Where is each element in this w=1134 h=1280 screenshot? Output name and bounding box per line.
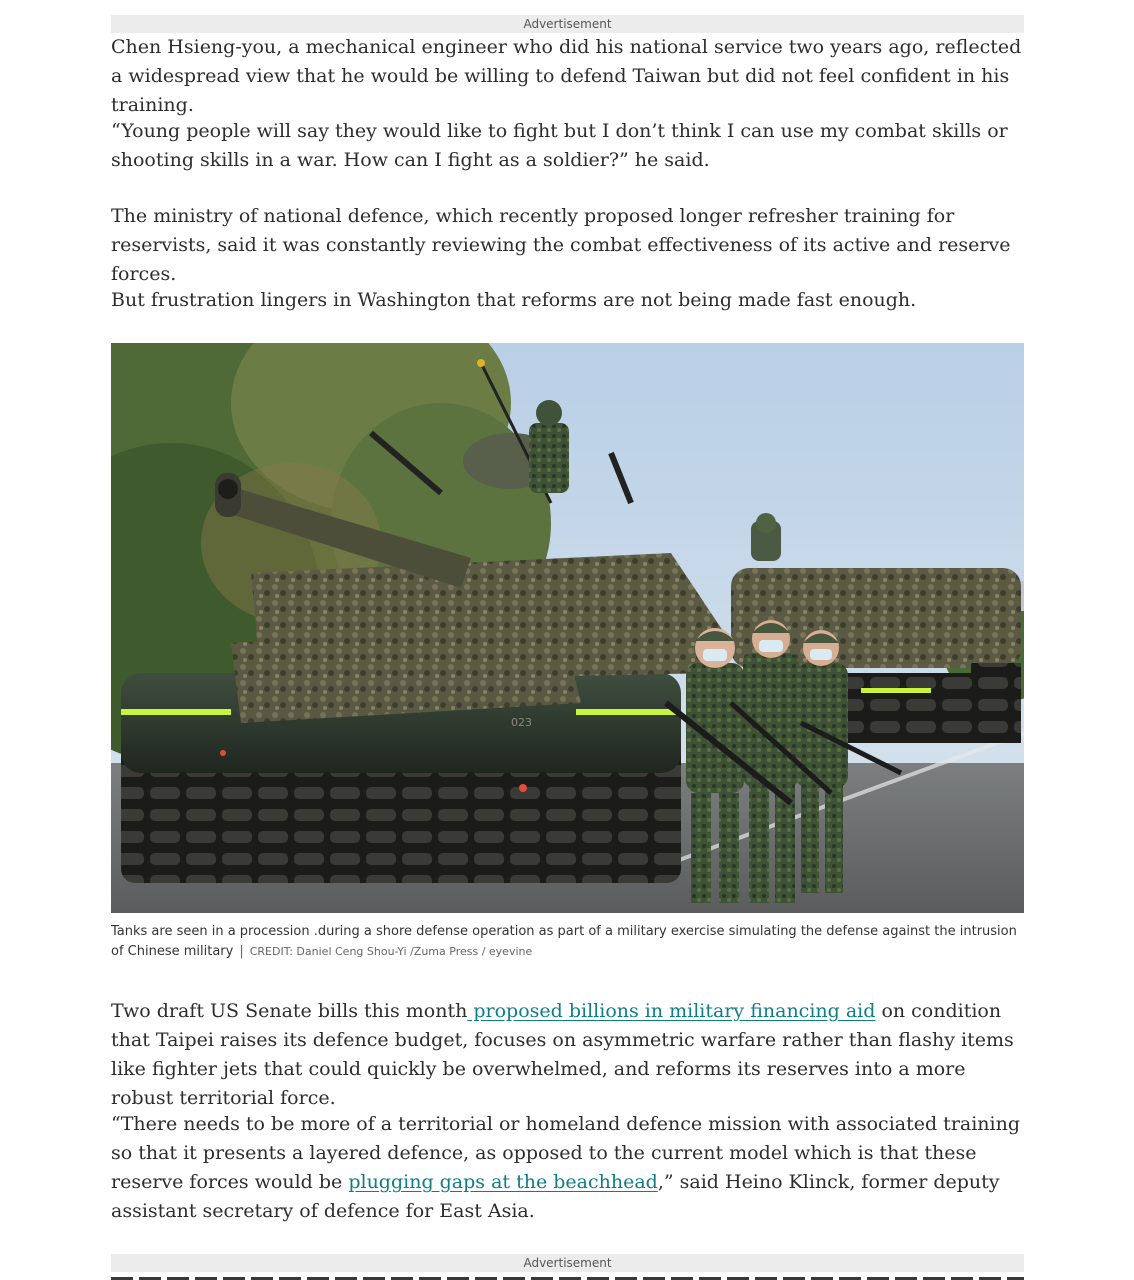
photo-credit: CREDIT: Daniel Ceng Shou-Yi /Zuma Press / eyevine	[249, 945, 533, 958]
paragraph-text: “There needs to be more of a territorial or homeland defence mission with associated training so that it presents a layered defence, as opposed to the current model which is that these reserve forces would be	[111, 1113, 1021, 1193]
caption-separator: |	[239, 944, 244, 959]
article-paragraph: “Young people will say they would like to fight but I don’t think I can use my combat skills or shooting skills in a war. How can I fight as a soldier?” he said.	[111, 120, 1008, 171]
article-paragraph	[111, 1110, 1024, 1226]
advertisement-label-top: Advertisement	[111, 15, 1024, 33]
article-photo-tanks	[111, 343, 1024, 913]
article-paragraph	[111, 997, 1024, 1113]
clipped-text-line	[111, 1272, 1024, 1280]
paragraph-text: on condition that Taipei raises its defence budget, focuses on asymmetric warfare rather than flashy items like fighter jets that could quickly be overwhelmed, and reforms its reserves into a more robust territorial force.	[111, 1000, 1014, 1109]
paragraph-text: Two draft US Senate bills this month	[111, 1000, 468, 1022]
senate-bills-link[interactable]: proposed billions in military financing aid	[467, 1000, 876, 1022]
article-paragraph: But frustration lingers in Washington that reforms are not being made fast enough.	[111, 289, 917, 311]
article-paragraph: The ministry of national defence, which recently proposed longer refresher training for reservists, said it was constantly reviewing the combat effectiveness of its active and reserve forces.	[111, 205, 1011, 285]
article-paragraph: Chen Hsieng-you, a mechanical engineer who did his national service two years ago, reflected a widespread view that he would be willing to defend Taiwan but did not feel confident in his training.	[111, 36, 1022, 116]
advertisement-label-bottom: Advertisement	[111, 1254, 1024, 1272]
beachhead-link[interactable]: plugging gaps at the beachhead	[348, 1171, 658, 1193]
paragraph-text: ,” said Heino Klinck, former deputy assistant secretary of defence for East Asia.	[111, 1171, 1000, 1222]
caption-text: Tanks are seen in a procession .during a shore defense operation as part of a military exercise simulating the defense against the intrusion of Chinese military	[111, 924, 1017, 959]
tank-number: 023	[511, 716, 532, 729]
photo-caption	[111, 922, 1024, 962]
